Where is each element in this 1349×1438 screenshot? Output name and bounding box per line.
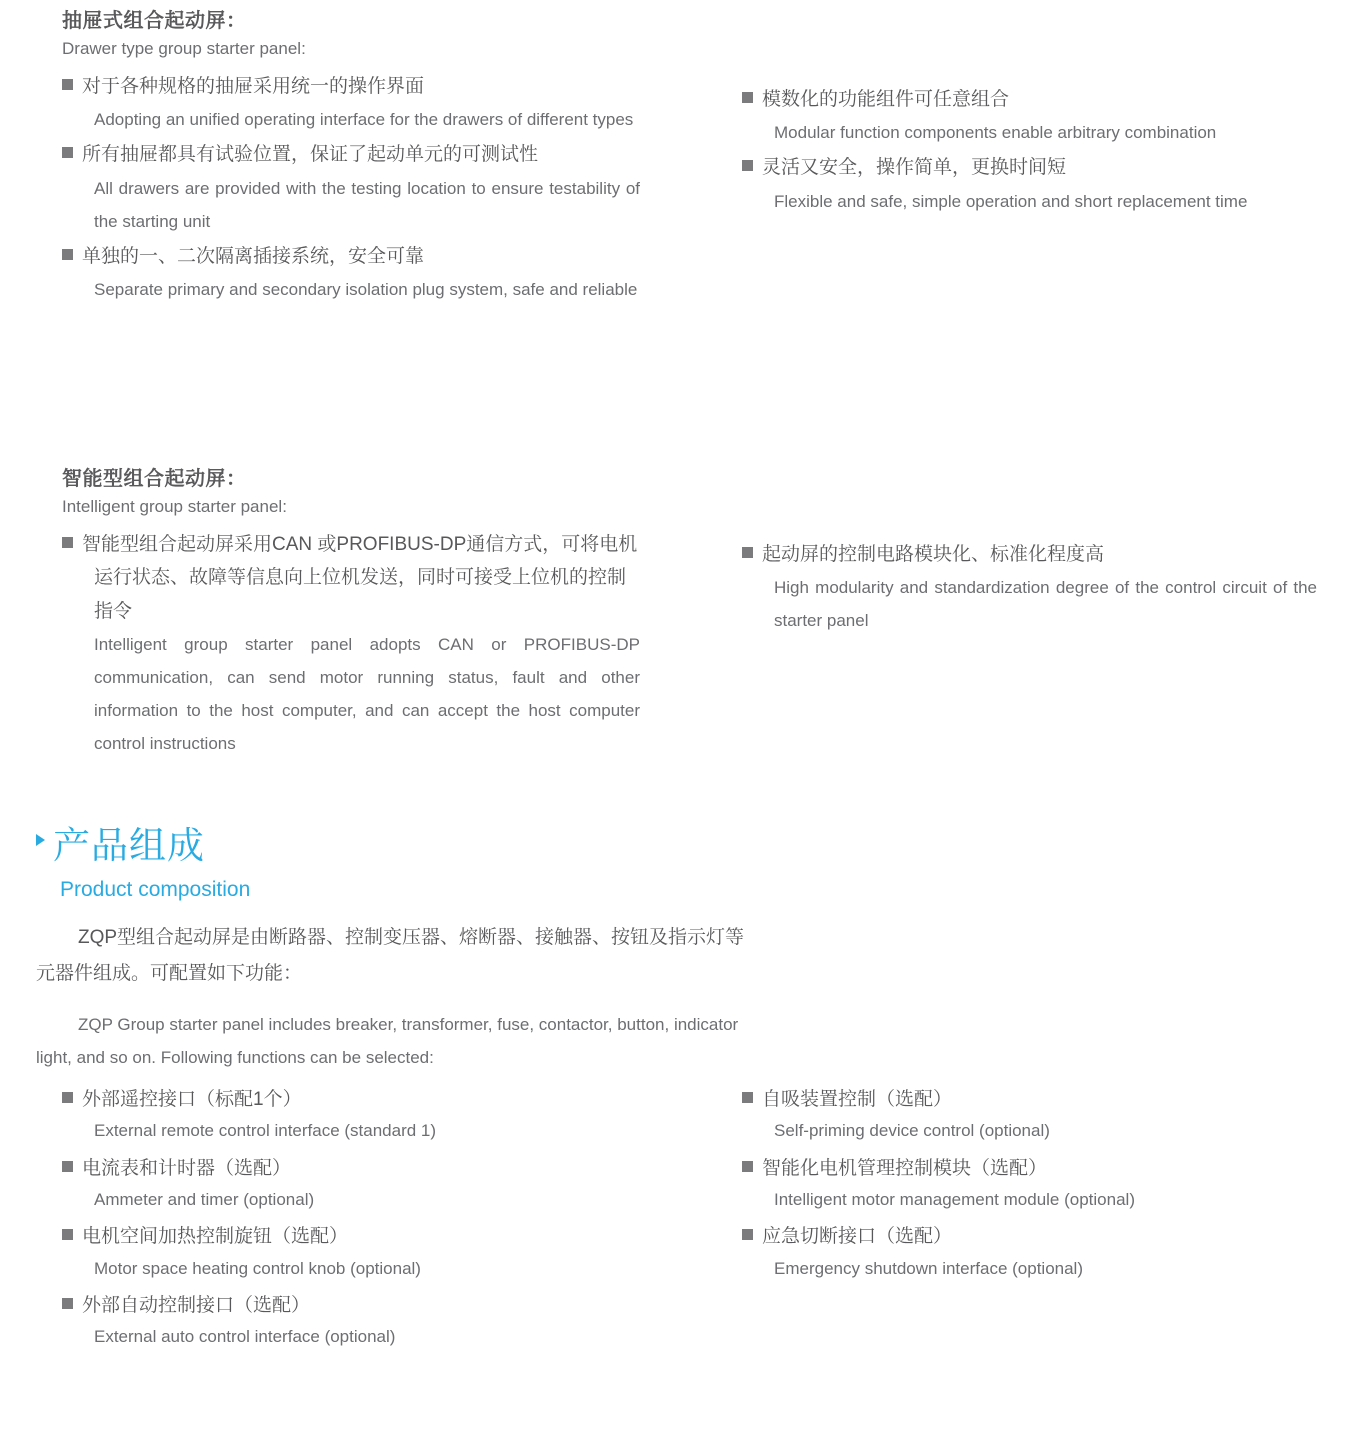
square-bullet-icon bbox=[742, 160, 753, 171]
square-bullet-icon bbox=[62, 249, 73, 260]
list-item bbox=[62, 70, 640, 136]
feature-text-cn bbox=[62, 1154, 662, 1184]
paragraph-text: ZQP Group starter panel includes breaker, transformer, fuse, contactor, button, indicator bbox=[78, 1015, 739, 1034]
square-bullet-icon bbox=[62, 1092, 73, 1103]
list-item bbox=[62, 240, 640, 306]
feature-label-cn: 电机空间加热控制旋钮（选配） bbox=[82, 1226, 349, 1248]
list-item bbox=[742, 538, 1317, 638]
feature-text-cn bbox=[742, 1085, 1342, 1115]
feature-label-cn: 自吸装置控制（选配） bbox=[762, 1089, 953, 1110]
page-subtitle: Product composition bbox=[60, 877, 251, 901]
drawer-section-title-cn: 抽屉式组合起动屏： bbox=[62, 10, 247, 32]
feature-text-en: Emergency shutdown interface (optional) bbox=[774, 1258, 1083, 1278]
bullet-text-cn bbox=[742, 151, 1317, 184]
drawer-section-title-en: Drawer type group starter panel: bbox=[62, 39, 306, 58]
bullet-label-cn: 起动屏的控制电路模块化、标准化程度高 bbox=[762, 544, 1105, 565]
bullet-label-cn: 模数化的功能组件可任意组合 bbox=[762, 89, 1010, 110]
paragraph-line: 元器件组成。可配置如下功能： bbox=[36, 963, 303, 985]
feature-text-cn bbox=[742, 1222, 1342, 1252]
triangle-arrow-icon bbox=[36, 834, 45, 846]
feature-text-en: External auto control interface (optional) bbox=[94, 1327, 396, 1347]
bullet-text-cn bbox=[62, 138, 640, 171]
intelligent-section-left-column bbox=[62, 466, 640, 762]
feature-label-cn: 智能化电机管理控制模块（选配） bbox=[762, 1157, 1048, 1179]
feature-text-en: Intelligent motor management module (optional) bbox=[774, 1190, 1135, 1210]
bullet-text-cn bbox=[742, 83, 1317, 116]
square-bullet-icon bbox=[742, 92, 753, 103]
bullet-text-cn bbox=[742, 538, 1317, 571]
feature-text-cn bbox=[62, 1222, 662, 1252]
bullet-text-en: Modular function components enable arbitrary combination bbox=[774, 123, 1217, 143]
list-item bbox=[742, 1085, 1342, 1148]
bullet-text-en: Adopting an unified operating interface for the drawers of different types bbox=[94, 110, 634, 130]
list-item bbox=[742, 1154, 1342, 1217]
bullet-text-en: Flexible and safe, simple operation and short replacement time bbox=[774, 191, 1248, 211]
feature-text-cn bbox=[742, 1154, 1342, 1184]
drawer-section-left-column bbox=[62, 8, 640, 308]
list-item bbox=[62, 1291, 662, 1354]
page-title: 产品组成 bbox=[53, 825, 205, 866]
square-bullet-icon bbox=[62, 79, 73, 90]
list-item bbox=[62, 528, 640, 760]
list-item bbox=[742, 83, 1317, 149]
bullet-label-cn: 灵活又安全，操作简单，更换时间短 bbox=[762, 157, 1067, 179]
bullet-text-cn bbox=[62, 240, 640, 273]
bullet-label-cn: 单独的一、二次隔离插接系统，安全可靠 bbox=[82, 246, 425, 268]
paragraph-line: light, and so on. Following functions can be selected: bbox=[36, 1048, 434, 1068]
feature-label-cn: 外部遥控接口（标配1个） bbox=[82, 1089, 302, 1110]
feature-text-en: Ammeter and timer (optional) bbox=[94, 1190, 315, 1210]
feature-text-en: Self-priming device control (optional) bbox=[774, 1121, 1050, 1141]
bullet-text-cn bbox=[62, 70, 640, 103]
product-composition-heading bbox=[36, 826, 1316, 902]
list-item bbox=[742, 1222, 1342, 1285]
product-composition-paragraph-en bbox=[36, 1008, 1306, 1074]
square-bullet-icon bbox=[62, 1229, 73, 1240]
feature-text-en: Motor space heating control knob (optional) bbox=[94, 1258, 421, 1278]
list-item bbox=[62, 1154, 662, 1217]
feature-label-cn: 外部自动控制接口（选配） bbox=[82, 1295, 311, 1317]
intelligent-section-title-cn: 智能型组合起动屏： bbox=[62, 468, 247, 490]
paragraph-line bbox=[36, 920, 1306, 956]
bullet-label-cn: 智能型组合起动屏采用CAN 或PROFIBUS-DP通信方式，可将电机运行状态、故障等信息向上位机发送，同时可接受上位机的控制指令 bbox=[82, 534, 638, 622]
bullet-text-en: High modularity and standardization degree of the control circuit of the starter panel bbox=[774, 578, 1317, 631]
feature-label-cn: 应急切断接口（选配） bbox=[762, 1226, 953, 1248]
feature-text-cn bbox=[62, 1291, 662, 1321]
square-bullet-icon bbox=[62, 1298, 73, 1309]
square-bullet-icon bbox=[742, 1161, 753, 1172]
square-bullet-icon bbox=[62, 147, 73, 158]
square-bullet-icon bbox=[742, 1229, 753, 1240]
drawer-section-right-column bbox=[742, 83, 1317, 220]
bullet-text-cn bbox=[62, 528, 640, 628]
feature-text-cn bbox=[62, 1085, 662, 1115]
list-item bbox=[742, 151, 1317, 217]
product-composition-paragraph-cn bbox=[36, 920, 1306, 992]
intelligent-section-right-column bbox=[742, 538, 1317, 640]
feature-list-right bbox=[742, 1085, 1342, 1291]
paragraph-text: ZQP型组合起动屏是由断路器、控制变压器、熔断器、接触器、按钮及指示灯等 bbox=[78, 927, 745, 948]
list-item bbox=[62, 1222, 662, 1285]
list-item bbox=[62, 1085, 662, 1148]
square-bullet-icon bbox=[742, 1092, 753, 1103]
square-bullet-icon bbox=[62, 1161, 73, 1172]
bullet-text-en: All drawers are provided with the testing location to ensure testability of the starting unit bbox=[94, 178, 640, 231]
intelligent-section-title-en: Intelligent group starter panel: bbox=[62, 497, 287, 516]
feature-label-cn: 电流表和计时器（选配） bbox=[82, 1157, 292, 1179]
bullet-label-cn: 所有抽屉都具有试验位置，保证了起动单元的可测试性 bbox=[82, 144, 539, 166]
square-bullet-icon bbox=[742, 547, 753, 558]
square-bullet-icon bbox=[62, 537, 73, 548]
bullet-text-en: Intelligent group starter panel adopts CAN or PROFIBUS-DP communication, can send motor running status, fault and other information to the host computer, and can accept the host computer control instructions bbox=[94, 634, 640, 754]
bullet-text-en: Separate primary and secondary isolation plug system, safe and reliable bbox=[94, 280, 638, 300]
bullet-label-cn: 对于各种规格的抽屉采用统一的操作界面 bbox=[82, 76, 425, 98]
feature-text-en: External remote control interface (standard 1) bbox=[94, 1121, 437, 1141]
feature-list-left bbox=[62, 1085, 662, 1360]
paragraph-line bbox=[36, 1008, 1306, 1041]
list-item bbox=[62, 138, 640, 238]
